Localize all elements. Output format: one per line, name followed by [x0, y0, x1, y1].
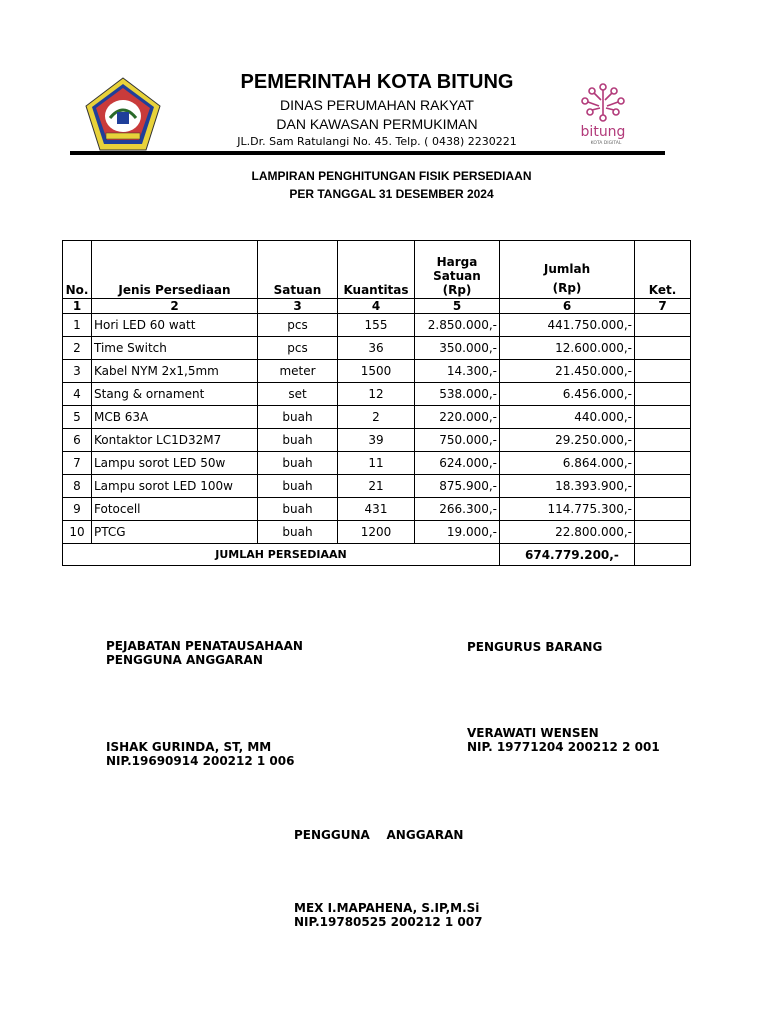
row-note	[635, 521, 691, 544]
row-item-name: Time Switch	[92, 337, 258, 360]
bitung-logo-word: bitung	[580, 124, 626, 140]
row-item-name: Lampu sorot LED 50w	[92, 452, 258, 475]
row-unit: pcs	[258, 314, 338, 337]
row-unit: buah	[258, 521, 338, 544]
table-body	[63, 314, 691, 544]
column-number: 1	[63, 299, 92, 314]
left-signatory	[106, 740, 294, 768]
row-note	[635, 314, 691, 337]
government-title: PEMERINTAH KOTA BITUNG	[240, 71, 514, 93]
row-unit: buah	[258, 406, 338, 429]
column-number: 2	[92, 299, 258, 314]
row-unit: buah	[258, 452, 338, 475]
row-quantity: 155	[338, 314, 415, 337]
row-total: 6.456.000,-	[500, 383, 635, 406]
row-total: 440.000,-	[500, 406, 635, 429]
header-total-line1: Jumlah	[543, 262, 591, 276]
table-row	[63, 429, 691, 452]
row-quantity: 431	[338, 498, 415, 521]
row-unit-price: 624.000,-	[415, 452, 500, 475]
row-item-name: Lampu sorot LED 100w	[92, 475, 258, 498]
table-row	[63, 314, 691, 337]
row-unit-price: 750.000,-	[415, 429, 500, 452]
right-signatory-role: PENGURUS BARANG	[467, 640, 603, 654]
row-quantity: 11	[338, 452, 415, 475]
header-no: No.	[63, 241, 92, 299]
inventory-table	[62, 240, 691, 566]
table-row	[63, 521, 691, 544]
row-unit: set	[258, 383, 338, 406]
row-number: 7	[63, 452, 92, 475]
header-unit: Satuan	[258, 241, 338, 299]
column-number: 7	[635, 299, 691, 314]
row-unit-price: 266.300,-	[415, 498, 500, 521]
row-total: 114.775.300,-	[500, 498, 635, 521]
row-item-name: Kabel NYM 2x1,5mm	[92, 360, 258, 383]
total-note	[635, 544, 691, 566]
header-price-line1: Harga Satuan	[433, 255, 481, 283]
center-signatory-name: MEX I.MAPAHENA, S.IP,M.Si	[294, 901, 480, 915]
column-number: 4	[338, 299, 415, 314]
row-item-name: Stang & ornament	[92, 383, 258, 406]
row-quantity: 2	[338, 406, 415, 429]
column-number: 3	[258, 299, 338, 314]
left-signatory-role	[106, 639, 303, 667]
row-unit: buah	[258, 475, 338, 498]
left-signatory-name: ISHAK GURINDA, ST, MM	[106, 740, 272, 754]
row-number: 8	[63, 475, 92, 498]
row-note	[635, 475, 691, 498]
row-unit: buah	[258, 498, 338, 521]
center-signatory-role: PENGGUNA ANGGARAN	[294, 828, 464, 842]
row-quantity: 36	[338, 337, 415, 360]
right-signatory-name: VERAWATI WENSEN	[467, 726, 599, 740]
document-date: PER TANGGAL 31 DESEMBER 2024	[289, 187, 494, 201]
center-signatory	[294, 901, 482, 929]
department-name-line2: DAN KAWASAN PERMUKIMAN	[276, 116, 478, 132]
row-total: 29.250.000,-	[500, 429, 635, 452]
row-total: 22.800.000,-	[500, 521, 635, 544]
row-unit: meter	[258, 360, 338, 383]
right-signatory	[467, 726, 660, 754]
row-number: 1	[63, 314, 92, 337]
row-number: 5	[63, 406, 92, 429]
row-item-name: MCB 63A	[92, 406, 258, 429]
table-header-row	[63, 241, 691, 299]
header-price-line2: (Rp)	[442, 283, 472, 297]
row-unit: buah	[258, 429, 338, 452]
total-value: 674.779.200,-	[500, 544, 635, 566]
row-quantity: 21	[338, 475, 415, 498]
column-number-row	[63, 299, 691, 314]
department-name-line1: DINAS PERUMAHAN RAKYAT	[280, 97, 474, 113]
column-number: 6	[500, 299, 635, 314]
letterhead-divider	[70, 151, 665, 155]
row-note	[635, 498, 691, 521]
row-quantity: 1200	[338, 521, 415, 544]
row-unit-price: 538.000,-	[415, 383, 500, 406]
row-unit-price: 14.300,-	[415, 360, 500, 383]
row-quantity: 12	[338, 383, 415, 406]
row-item-name: Kontaktor LC1D32M7	[92, 429, 258, 452]
row-number: 9	[63, 498, 92, 521]
table-row	[63, 360, 691, 383]
row-quantity: 39	[338, 429, 415, 452]
row-number: 6	[63, 429, 92, 452]
left-role-line2: PENGGUNA ANGGARAN	[106, 653, 263, 667]
column-number: 5	[415, 299, 500, 314]
row-number: 2	[63, 337, 92, 360]
table-total-row	[63, 544, 691, 566]
header-total	[500, 241, 635, 299]
row-total: 18.393.900,-	[500, 475, 635, 498]
row-unit-price: 875.900,-	[415, 475, 500, 498]
row-item-name: Fotocell	[92, 498, 258, 521]
left-signatory-nip: NIP.19690914 200212 1 006	[106, 754, 295, 768]
bitung-digital-logo	[570, 78, 636, 146]
row-note	[635, 452, 691, 475]
row-unit: pcs	[258, 337, 338, 360]
row-note	[635, 360, 691, 383]
table-row	[63, 475, 691, 498]
row-total: 6.864.000,-	[500, 452, 635, 475]
table-row	[63, 452, 691, 475]
row-note	[635, 337, 691, 360]
row-item-name: Hori LED 60 watt	[92, 314, 258, 337]
center-signatory-nip: NIP.19780525 200212 1 007	[294, 915, 483, 929]
table-row	[63, 406, 691, 429]
row-quantity: 1500	[338, 360, 415, 383]
row-total: 12.600.000,-	[500, 337, 635, 360]
row-note	[635, 383, 691, 406]
row-unit-price: 19.000,-	[415, 521, 500, 544]
row-item-name: PTCG	[92, 521, 258, 544]
header-item: Jenis Persediaan	[92, 241, 258, 299]
table-row	[63, 498, 691, 521]
row-note	[635, 406, 691, 429]
header-price	[415, 241, 500, 299]
row-total: 441.750.000,-	[500, 314, 635, 337]
row-unit-price: 350.000,-	[415, 337, 500, 360]
row-number: 4	[63, 383, 92, 406]
right-signatory-nip: NIP. 19771204 200212 2 001	[467, 740, 660, 754]
row-number: 10	[63, 521, 92, 544]
table-row	[63, 383, 691, 406]
city-emblem-logo	[84, 76, 162, 154]
table-row	[63, 337, 691, 360]
header-total-line2: (Rp)	[552, 281, 582, 295]
row-total: 21.450.000,-	[500, 360, 635, 383]
row-number: 3	[63, 360, 92, 383]
left-role-line1: PEJABATAN PENATAUSAHAAN	[106, 639, 303, 653]
total-label: JUMLAH PERSEDIAAN	[63, 544, 500, 566]
office-address: JL.Dr. Sam Ratulangi No. 45. Telp. ( 0438) 2230221	[237, 135, 517, 148]
row-note	[635, 429, 691, 452]
document-title: LAMPIRAN PENGHITUNGAN FISIK PERSEDIAAN	[251, 169, 532, 183]
row-unit-price: 2.850.000,-	[415, 314, 500, 337]
header-note: Ket.	[635, 241, 691, 299]
header-qty: Kuantitas	[338, 241, 415, 299]
bitung-logo-subtitle: KOTA DIGITAL	[590, 141, 622, 146]
row-unit-price: 220.000,-	[415, 406, 500, 429]
